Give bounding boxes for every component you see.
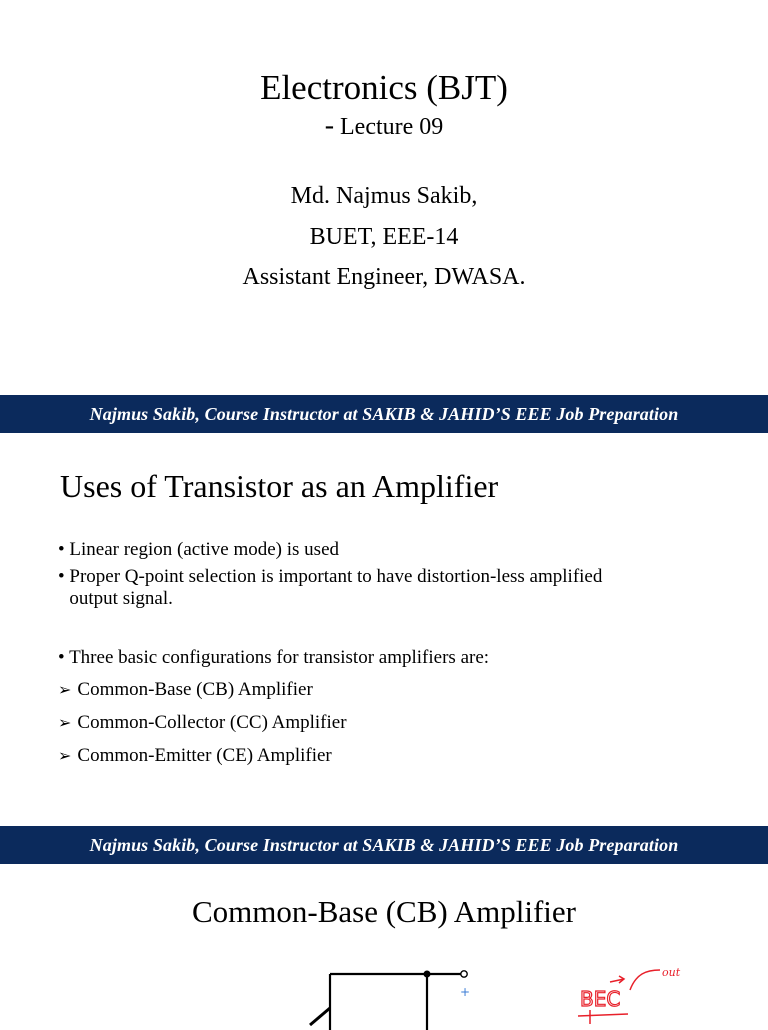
arrow-bullet-icon: ➢ xyxy=(58,748,72,765)
bullet-text: Three basic configurations for transistor amplifiers are: xyxy=(69,647,490,668)
config-text: Common-Emitter (CE) Amplifier xyxy=(77,745,332,766)
bullet-symbol: • xyxy=(58,566,65,587)
circuit-wires xyxy=(310,974,462,1030)
arrow-bullet-icon: ➢ xyxy=(58,715,72,732)
bullet-symbol: • xyxy=(58,647,65,668)
content-slide-uses xyxy=(0,433,768,826)
bullet-text: Linear region (active mode) is used xyxy=(69,539,339,560)
author-name: Md. Najmus Sakib, xyxy=(290,183,478,209)
bullet-item xyxy=(58,534,738,566)
config-text: Common-Collector (CC) Amplifier xyxy=(77,712,347,733)
author-position: Assistant Engineer, DWASA. xyxy=(242,264,526,290)
config-item xyxy=(58,707,738,740)
bullet-item xyxy=(58,566,738,620)
slide-heading: Common-Base (CB) Amplifier xyxy=(191,894,577,929)
content-slide-common-base xyxy=(0,864,768,1024)
lecture-subtitle xyxy=(0,110,768,142)
title-slide xyxy=(0,0,768,395)
junction-dot xyxy=(424,971,431,978)
footer-banner: Najmus Sakib, Course Instructor at SAKIB & JAHID’S EEE Job Preparation xyxy=(0,395,768,433)
bullet-text: Proper Q-point selection is important to have distortion-less amplified output signal. xyxy=(69,566,603,609)
handwritten-annotation xyxy=(570,946,720,1024)
lecture-title: Electronics (BJT) xyxy=(260,68,508,107)
arrow-bullet-icon: ➢ xyxy=(58,682,72,699)
terminal-plus-sign: + xyxy=(460,985,471,999)
config-item xyxy=(58,740,738,773)
config-item xyxy=(58,674,738,707)
subtitle-dash: - xyxy=(324,110,335,141)
slide-heading: Uses of Transistor as an Amplifier xyxy=(60,468,499,504)
subtitle-text: Lecture 09 xyxy=(340,114,444,140)
bullet-item xyxy=(58,642,738,674)
handwritten-out: out xyxy=(662,966,681,979)
author-affiliation: BUET, EEE-14 xyxy=(309,224,459,250)
circuit-diagram xyxy=(280,950,500,1030)
spacer xyxy=(58,620,738,642)
output-terminal xyxy=(461,971,467,977)
bullet-list xyxy=(58,534,738,773)
handwritten-bec: BEC xyxy=(580,987,621,1011)
footer-banner: Najmus Sakib, Course Instructor at SAKIB & JAHID’S EEE Job Preparation xyxy=(0,826,768,864)
bullet-symbol: • xyxy=(58,539,65,560)
config-text: Common-Base (CB) Amplifier xyxy=(77,679,313,700)
